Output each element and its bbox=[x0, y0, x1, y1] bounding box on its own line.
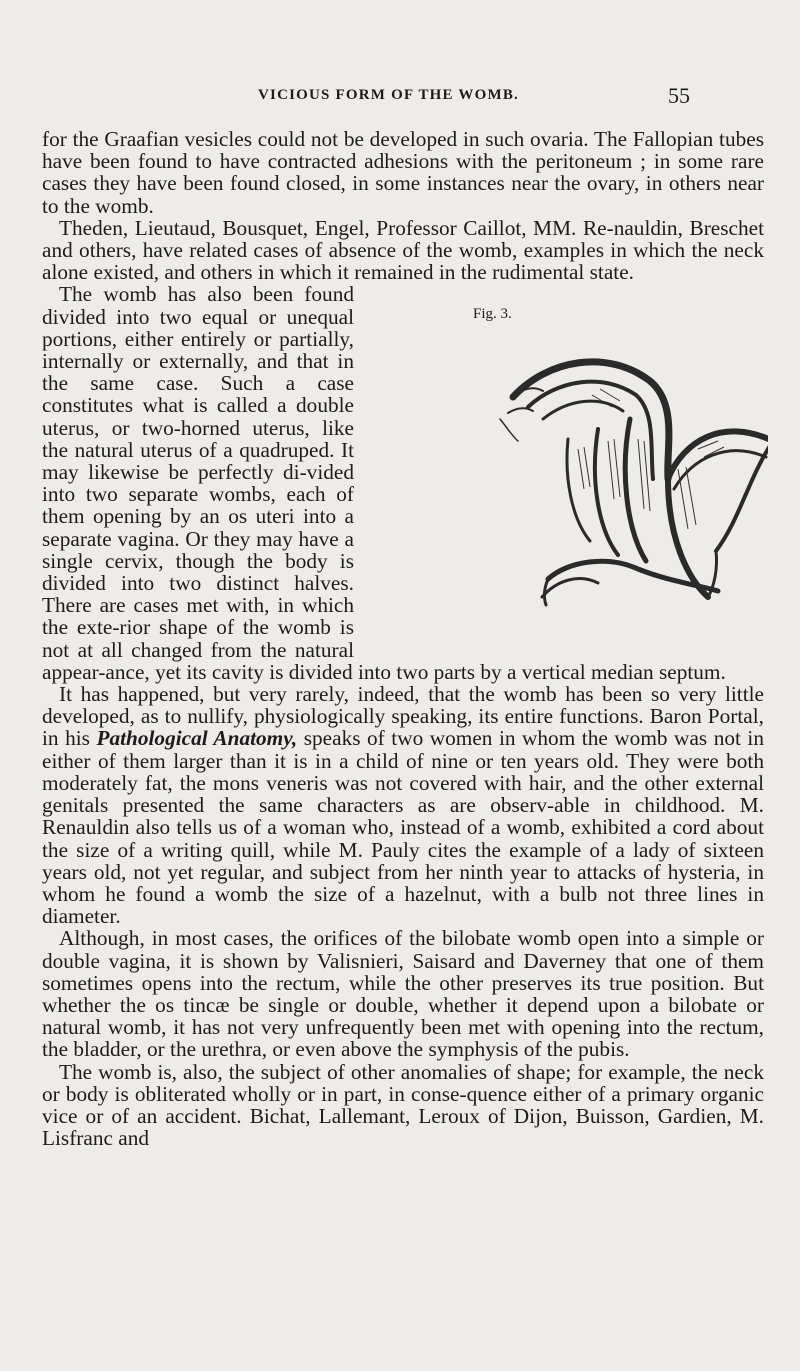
paragraph-text: It has happened, but very rarely, indeed, that the womb has been so very little developed, as to nullify, physiologically speaking, its entire functions. Baron Portal, in his bbox=[42, 682, 764, 751]
bilobate-womb-illustration bbox=[368, 329, 768, 619]
paragraph-text: speaks of two women in whom the womb was not in either of them larger than it is in a child of nine or ten years old. They were both moderately fat, the mons veneris was not covered with hair, and the other external genitals presented the same characters as are observ-able in childhood. M. Renauldin also tells us of a woman who, instead of a womb, exhibited a cord about the size of a writing quill, while M. Pauly cites the example of a lady of sixteen years old, not yet regular, and subject from her ninth year to attacks of hysteria, in whom he found a womb the size of a hazelnut, with a bulb not three lines in diameter. bbox=[42, 726, 764, 929]
figure-label: Fig. 3. bbox=[473, 306, 512, 323]
paragraph: Although, in most cases, the orifices of the bilobate womb open into a simple or double vagina, it is shown by Valisnieri, Saisard and Daverney that one of them sometimes opens into the rectum, while the other preserves its true position. But whether the os tincæ be single or double, whether it depend upon a bilobate or natural womb, it has not very unfrequently been met with opening into the rectum, the bladder, or the urethra, or even above the symphysis of the pubis. bbox=[42, 926, 764, 1062]
page-number: 55 bbox=[668, 83, 690, 108]
paragraph: for the Graafian vesicles could not be developed in such ovaria. The Fallopian tubes have been found to have contracted adhesions with the peritoneum ; in some rare cases they have been found closed, in some instances near the ovary, in others near to the womb. bbox=[42, 127, 764, 218]
figure bbox=[368, 283, 764, 658]
paragraph: The womb is, also, the subject of other anomalies of shape; for example, the neck or body is obliterated wholly or in part, in conse-quence either of a primary organic vice or of an accident. Bichat, Lallemant, Leroux of Dijon, Buisson, Gardien, M. Lisfranc and bbox=[42, 1059, 764, 1151]
book-title: Pathological Anatomy, bbox=[96, 726, 298, 751]
paragraph-text: The womb has also been found divided into two equal or unequal portions, either entirely or partially, internally or externally, and that in the same case. Such a case constitutes what is called a double uterus, or two-horned uterus, like the natural uterus of a quadruped. It may likewise be perfectly di-vided into two separate wombs, each of them opening by an os uteri into a separate vagina. Or they may have a single cervix, though the body is divided into two distinct halves. There are cases met with, in which the exte-rior shape of the womb is not at all changed from the natural appear-ance, yet its cavity is divided into two parts by a vertical median septum. bbox=[42, 282, 726, 684]
body-text bbox=[42, 128, 764, 1149]
paragraph: Theden, Lieutaud, Bousquet, Engel, Professor Caillot, MM. Re-nauldin, Breschet and others, have related cases of absence of the womb, examples in which the neck alone existed, and others in which it remained in the rudimental state. bbox=[42, 215, 764, 285]
paragraph bbox=[42, 683, 764, 927]
paragraph bbox=[42, 283, 764, 683]
page-header bbox=[0, 83, 800, 111]
running-head: VICIOUS FORM OF THE WOMB. bbox=[258, 87, 519, 103]
